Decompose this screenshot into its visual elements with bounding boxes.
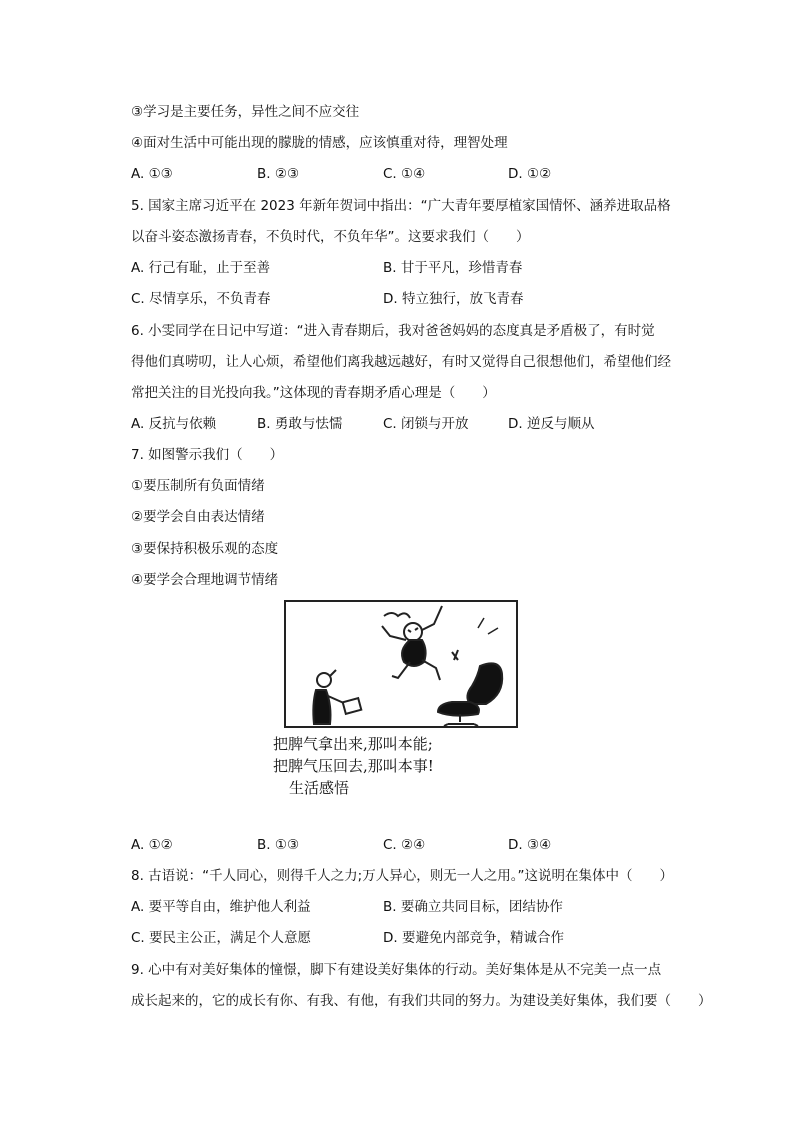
q5-option-d[interactable]: D. 特立独行，放飞青春 (383, 291, 524, 307)
q4-item-4: ④面对生活中可能出现的朦胧的情感，应该慎重对待，理智处理 (131, 135, 508, 151)
cartoon-caption-line2: 把脾气压回去,那叫本事! (273, 757, 434, 775)
q6-option-b[interactable]: B. 勇敢与怯懦 (257, 416, 343, 432)
q6-option-c[interactable]: C. 闭锁与开放 (383, 416, 469, 432)
cartoon-illustration (284, 600, 518, 728)
q8-option-a[interactable]: A. 要平等自由，维护他人利益 (131, 899, 311, 915)
q7-item-3: ③要保持积极乐观的态度 (131, 541, 279, 557)
q4-item-3: ③学习是主要任务，异性之间不应交往 (131, 104, 360, 120)
q8-stem: 8. 古语说：“千人同心，则得千人之力;万人异心，则无一人之用。”这说明在集体中（ ） (131, 868, 673, 884)
cartoon-caption-line1: 把脾气拿出来,那叫本能; (273, 735, 433, 753)
q7-option-c[interactable]: C. ②④ (383, 837, 426, 853)
q5-stem-line1: 5. 国家主席习近平在 2023 年新年贺词中指出：“广大青年要厚植家国情怀、涵养进取品格 (131, 198, 671, 214)
q7-option-b[interactable]: B. ①③ (257, 837, 300, 853)
q8-option-c[interactable]: C. 要民主公正，满足个人意愿 (131, 930, 312, 946)
q6-option-a[interactable]: A. 反抗与依赖 (131, 416, 217, 432)
q7-item-2: ②要学会自由表达情绪 (131, 509, 265, 525)
q7-item-1: ①要压制所有负面情绪 (131, 478, 265, 494)
q4-option-b[interactable]: B. ②③ (257, 166, 300, 182)
cartoon-caption-line3: 生活感悟 (289, 779, 350, 797)
q7-option-d[interactable]: D. ③④ (508, 837, 552, 853)
q5-stem-line2: 以奋斗姿态激扬青春，不负时代，不负年华”。这要求我们（ ） (131, 229, 530, 245)
q8-option-d[interactable]: D. 要避免内部竞争，精诚合作 (383, 930, 564, 946)
q5-option-a[interactable]: A. 行己有耻，止于至善 (131, 260, 271, 276)
q5-option-b[interactable]: B. 甘于平凡，珍惜青春 (383, 260, 523, 276)
q5-option-c[interactable]: C. 尽情享乐，不负青春 (131, 291, 271, 307)
q7-stem: 7. 如图警示我们（ ） (131, 447, 284, 463)
q7-option-a[interactable]: A. ①② (131, 837, 173, 853)
q9-stem-line1: 9. 心中有对美好集体的憧憬，脚下有建设美好集体的行动。美好集体是从不完美一点一点 (131, 962, 662, 978)
q6-stem-line1: 6. 小雯同学在日记中写道：“进入青春期后，我对爸爸妈妈的态度真是矛盾极了，有时觉 (131, 323, 655, 339)
q7-item-4: ④要学会合理地调节情绪 (131, 572, 279, 588)
q4-option-a[interactable]: A. ①③ (131, 166, 173, 182)
q8-option-b[interactable]: B. 要确立共同目标，团结协作 (383, 899, 563, 915)
q4-option-c[interactable]: C. ①④ (383, 166, 426, 182)
q6-stem-line3: 常把关注的目光投向我。”这体现的青春期矛盾心理是（ ） (131, 385, 496, 401)
q4-option-d[interactable]: D. ①② (508, 166, 552, 182)
q6-stem-line2: 得他们真唠叨，让人心烦，希望他们离我越远越好，有时又觉得自己很想他们，希望他们经 (131, 354, 671, 370)
q6-option-d[interactable]: D. 逆反与顺从 (508, 416, 595, 432)
q9-stem-line2: 成长起来的，它的成长有你、有我、有他，有我们共同的努力。为建设美好集体，我们要（ ） (131, 993, 712, 1009)
